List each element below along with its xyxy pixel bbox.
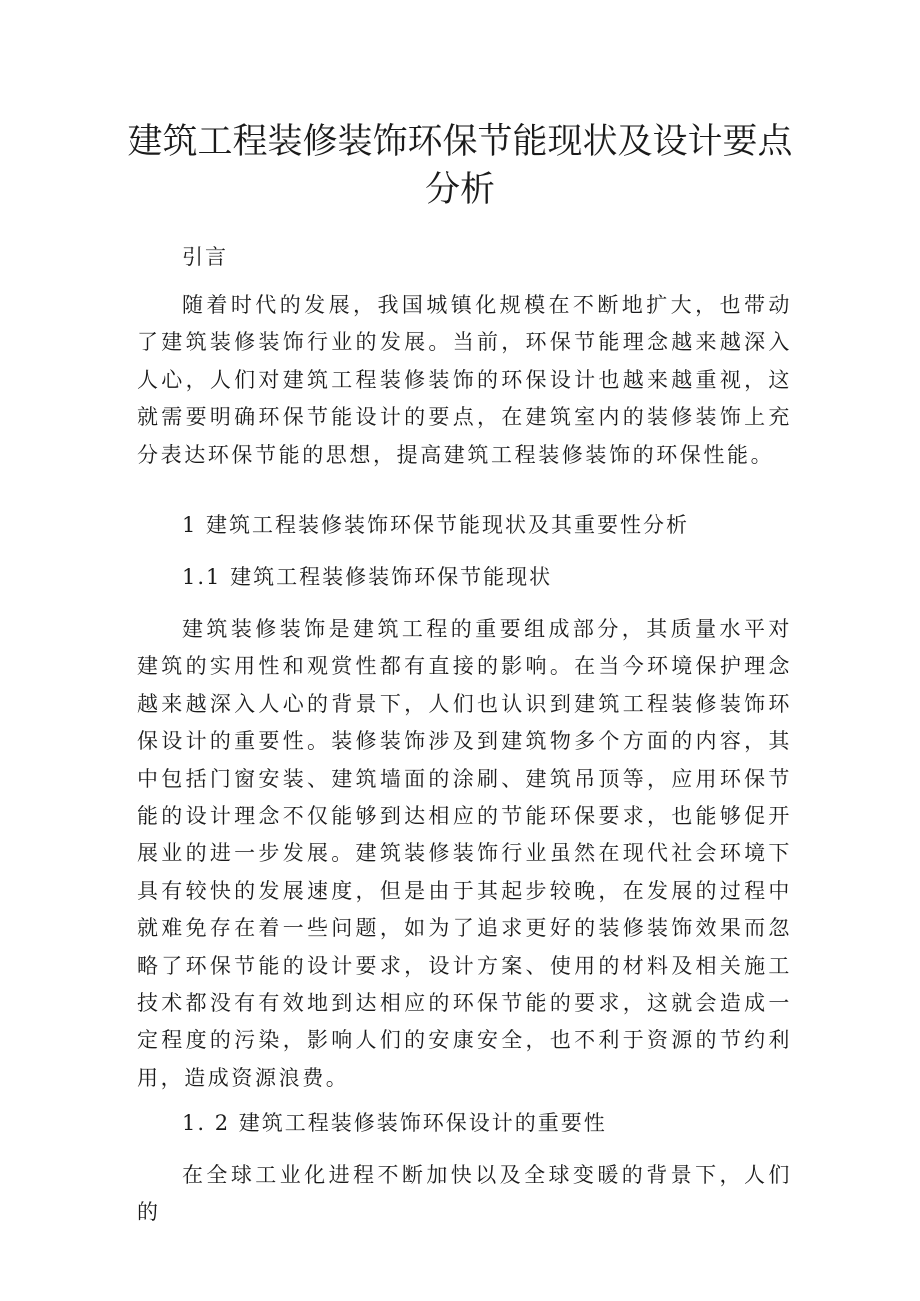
section-1-2-paragraph: 在全球工业化进程不断加快以及全球变暖的背景下，人们的 [137, 1163, 792, 1225]
section-1-1-heading: 1.1 建筑工程装修装饰环保节能现状 [182, 565, 553, 589]
document-title: 建筑工程装修装饰环保节能现状及设计要点分析 [127, 122, 793, 210]
section-1-1-paragraph: 建筑装修装饰是建筑工程的重要组成部分，其质量水平对建筑的实用性和观赏性都有直接的影响。在当今环境保护理念越来越深入人心的背景下，人们也认识到建筑工程装修装饰环保设计的重要性。装修装饰涉及到建筑物多个方面的内容，其中包括门窗安装、建筑墙面的涂刷、建筑吊顶等，应用环保节能的设计理念不仅能够到达相应的节能环保要求，也能够促开展业的进一步发展。建筑装修装饰行业虽然在现代社会环境下具有较快的发展速度，但是由于其起步较晚，在发展的过程中就难免存在着一些问题，如为了追求更好的装修装饰效果而忽略了环保节能的设计要求，设计方案、使用的材料及相关施工技术都没有有效地到达相应的环保节能的要求，这就会造成一定程度的污染，影响人们的安康安全，也不利于资源的节约利用，造成资源浪费。 [137, 617, 792, 1090]
intro-label: 引言 [182, 245, 228, 269]
intro-paragraph: 随着时代的发展，我国城镇化规模在不断地扩大，也带动了建筑装修装饰行业的发展。当前，环保节能理念越来越深入人心，人们对建筑工程装修装饰的环保设计也越来越重视，这就需要明确环保节能设计的要点，在建筑室内的装修装饰上充分表达环保节能的思想，提高建筑工程装修装饰的环保性能。 [137, 293, 792, 467]
section-1-heading: 1 建筑工程装修装饰环保节能现状及其重要性分析 [182, 513, 690, 537]
section-1-2-heading: 1. 2 建筑工程装修装饰环保设计的重要性 [182, 1111, 607, 1135]
